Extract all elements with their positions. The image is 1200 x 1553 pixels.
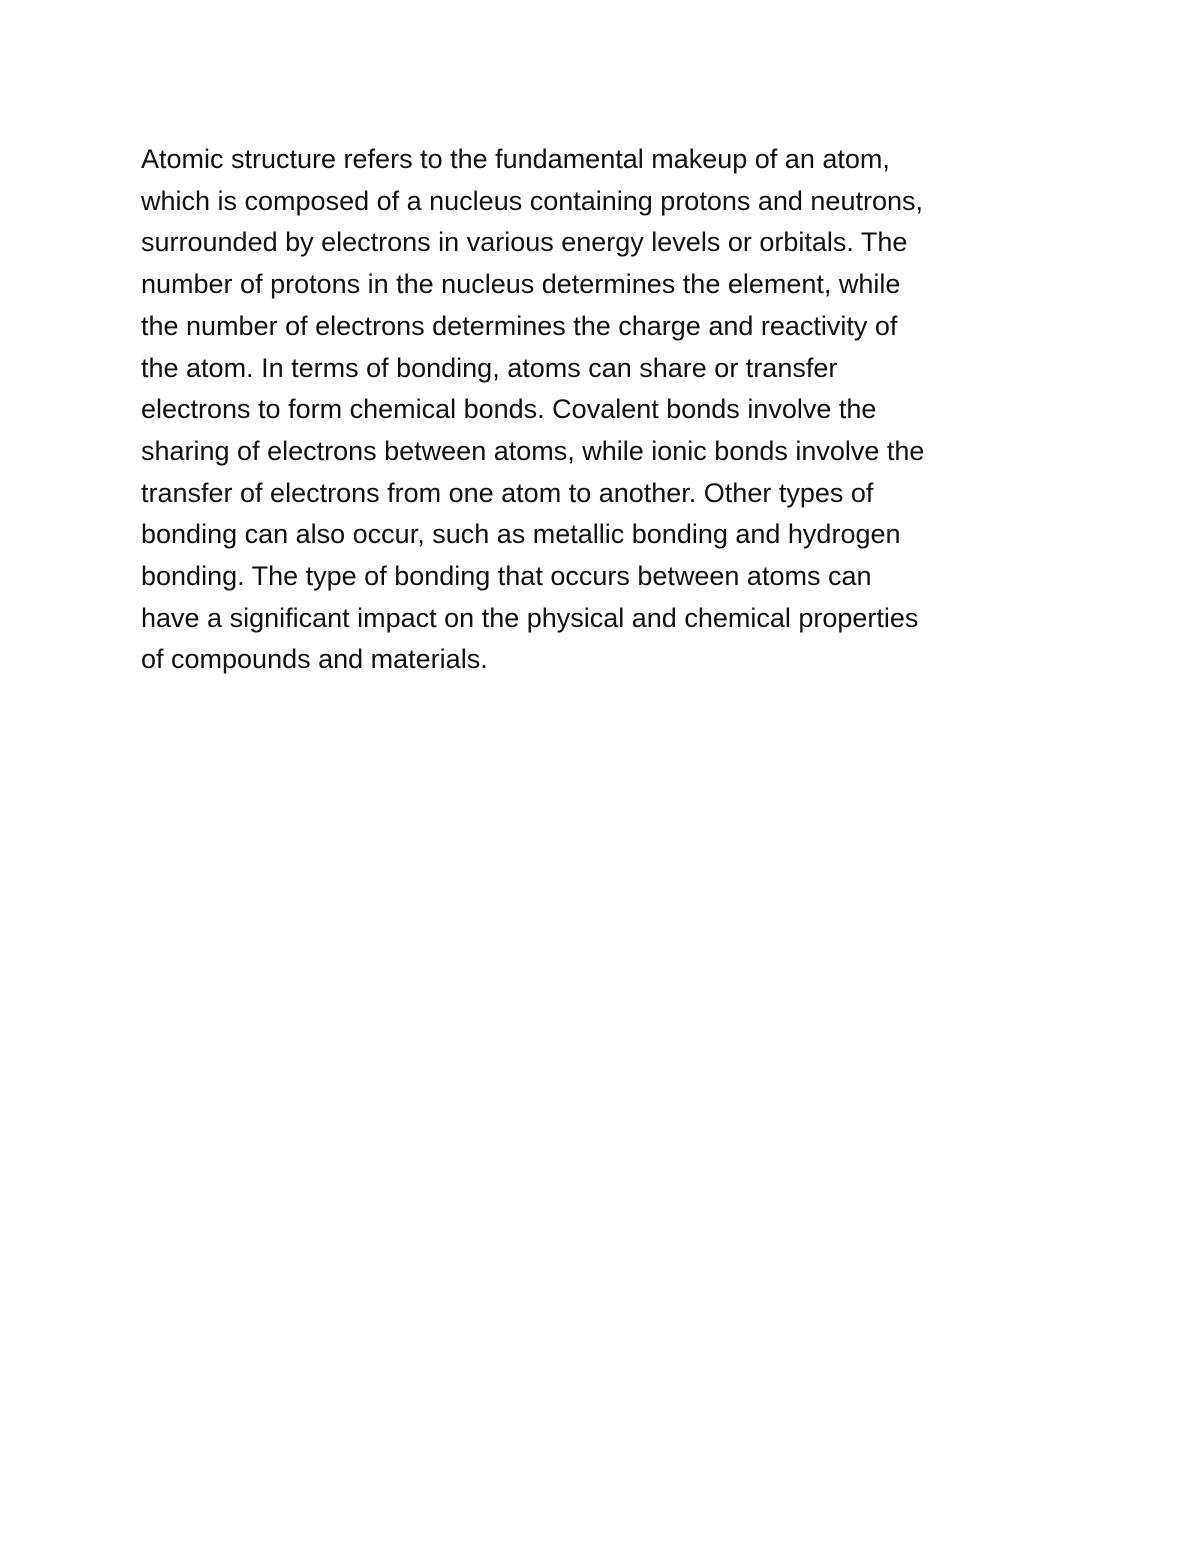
paragraph-line: surrounded by electrons in various energy levels or orbitals. The	[141, 227, 908, 258]
paragraph-line: have a significant impact on the physical and chemical properties	[141, 602, 919, 633]
paragraph-line: Atomic structure refers to the fundamental makeup of an atom,	[141, 144, 890, 174]
paragraph-line: bonding. The type of bonding that occurs between atoms can	[141, 561, 872, 592]
paragraph-line: electrons to form chemical bonds. Covalent bonds involve the	[141, 394, 877, 425]
paragraph-line: number of protons in the nucleus determines the element, while	[141, 269, 901, 300]
paragraph-line: the number of electrons determines the charge and reactivity of	[141, 310, 898, 341]
paragraph-line: sharing of electrons between atoms, while ionic bonds involve the	[141, 435, 925, 466]
paragraph-line: of compounds and materials.	[141, 644, 488, 675]
paragraph-line: transfer of electrons from one atom to another. Other types of	[141, 477, 874, 508]
paragraph-line: bonding can also occur, such as metallic bonding and hydrogen	[141, 519, 901, 550]
paragraph-line: the atom. In terms of bonding, atoms can share or transfer	[141, 352, 838, 383]
paragraph-line: which is composed of a nucleus containing protons and neutrons,	[141, 185, 923, 216]
body-paragraph	[141, 139, 1081, 681]
